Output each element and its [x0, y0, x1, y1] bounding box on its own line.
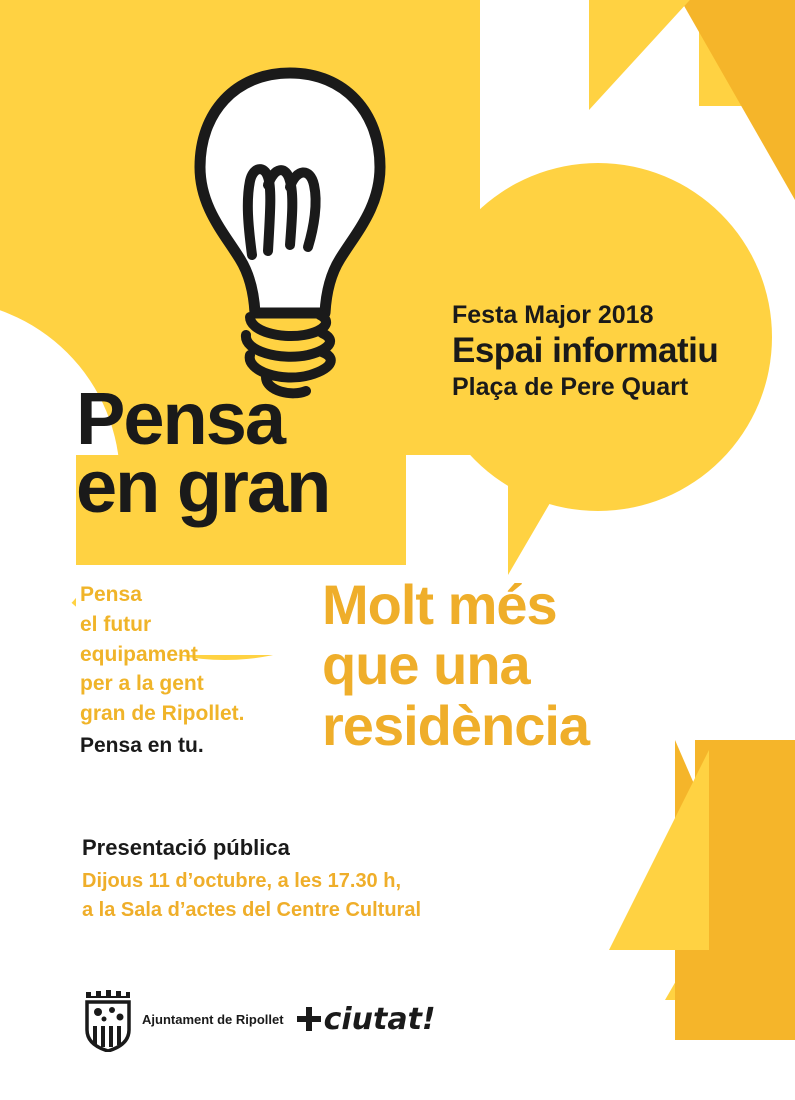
event-place: Plaça de Pere Quart	[452, 372, 689, 401]
left-paragraph-line-4: per a la gent	[80, 672, 204, 696]
speech-bubble-tail	[508, 455, 578, 575]
left-paragraph-line-6: Pensa en tu.	[80, 734, 204, 758]
presentation-details	[82, 835, 682, 925]
slogan-line-2: que una	[322, 633, 530, 697]
headline-line-1: Pensa	[76, 377, 285, 460]
background-shape-top-right-triangle-2	[589, 0, 699, 110]
slogan-line-3: residència	[322, 693, 590, 757]
presentation-line-1: Dijous 11 d’octubre, a les 17.30 h,	[82, 870, 402, 892]
slogan	[322, 575, 752, 756]
ciutat-logo	[294, 1002, 436, 1037]
event-info	[452, 300, 782, 403]
left-paragraph-line-2: el futur	[80, 612, 152, 636]
left-paragraph-line-1: Pensa	[80, 583, 142, 606]
left-paragraph	[80, 580, 310, 761]
town-council-label: Ajuntament de Ripollet	[142, 1011, 284, 1027]
plus-icon	[294, 1004, 324, 1034]
ciutat-wordmark: ciutat!	[323, 1001, 436, 1037]
slogan-line-1: Molt més	[322, 573, 557, 636]
footer-logos	[82, 986, 436, 1052]
presentation-title: Presentació pública	[82, 835, 290, 860]
lightbulb-icon	[180, 55, 400, 405]
event-title: Espai informatiu	[452, 331, 719, 371]
page-title	[76, 377, 496, 529]
presentation-line-2: a la Sala d’actes del Centre Cultural	[82, 899, 422, 921]
event-festival: Festa Major 2018	[452, 301, 654, 329]
left-paragraph-line-5: gran de Ripollet.	[80, 702, 245, 726]
ripollet-coat-of-arms-icon	[82, 986, 134, 1052]
headline-line-2: en gran	[76, 445, 330, 529]
left-paragraph-line-3: equipament	[80, 642, 198, 666]
